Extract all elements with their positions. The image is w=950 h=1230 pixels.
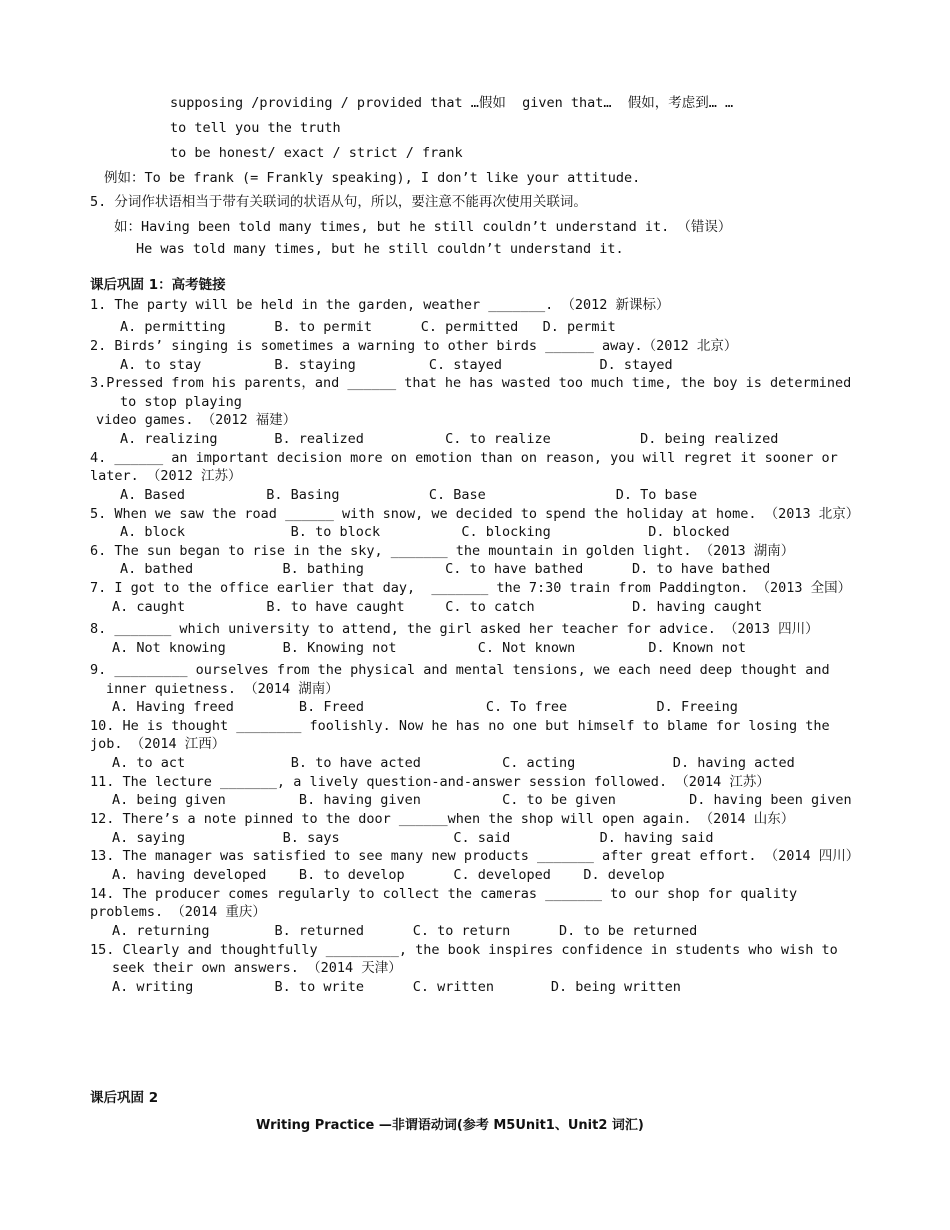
question: 1. The party will be held in the garden, weather _______. （2012 新课标） (90, 297, 670, 313)
intro-line: He was told many times, but he still couldn’t understand it. (136, 241, 624, 257)
question-cont: later. （2012 江苏） (90, 468, 242, 484)
options: A. permitting B. to permit C. permitted D. permit (120, 319, 616, 335)
question: 12. There’s a note pinned to the door ______when the shop will open again. （2014 山东） (90, 811, 795, 827)
options: A. returning B. returned C. to return D. to be returned (112, 923, 698, 939)
question: 4. ______ an important decision more on emotion than on reason, you will regret it sooner or (90, 450, 838, 466)
options: A. to stay B. staying C. stayed D. stayed (120, 357, 673, 373)
options: A. caught B. to have caught C. to catch D. having caught (112, 599, 763, 615)
options: A. Based B. Basing C. Base D. To base (120, 487, 698, 503)
intro-line: supposing /providing / provided that …假如 given that… 假如，考虑到… … (170, 95, 734, 111)
question-cont: inner quietness. （2014 湖南） (106, 681, 339, 697)
options: A. being given B. having given C. to be given D. having been given (112, 792, 852, 808)
options: A. writing B. to write C. written D. being written (112, 979, 681, 995)
options: A. having developed B. to develop C. developed D. develop (112, 867, 665, 883)
question: 13. The manager was satisfied to see many new products _______ after great effort. （2014 四川） (90, 848, 860, 864)
question-cont: problems. （2014 重庆） (90, 904, 266, 920)
section-title: 课后巩固 2 (90, 1090, 159, 1106)
options: A. Not knowing B. Knowing not C. Not known D. Known not (112, 640, 746, 656)
question: 14. The producer comes regularly to collect the cameras _______ to our shop for quality (90, 886, 798, 902)
question-cont: seek their own answers. （2014 天津） (112, 960, 402, 976)
options: A. to act B. to have acted C. acting D. having acted (112, 755, 795, 771)
question-cont: video games. （2012 福建） (96, 412, 297, 428)
question: 6. The sun began to rise in the sky, _______ the mountain in golden light. （2013 湖南） (90, 543, 795, 559)
options: A. saying B. says C. said D. having said (112, 830, 714, 846)
options: A. block B. to block C. blocking D. blocked (120, 524, 730, 540)
question: 5. When we saw the road ______ with snow, we decided to spend the holiday at home. （2013 北京） (90, 506, 860, 522)
question: 2. Birds’ singing is sometimes a warning to other birds ______ away.（2012 北京） (90, 338, 738, 354)
question-cont: job. （2014 江西） (90, 736, 226, 752)
intro-line: to be honest/ exact / strict / frank (170, 145, 463, 161)
question: 10. He is thought ________ foolishly. Now he has no one but himself to blame for losing the (90, 718, 830, 734)
question-cont: to stop playing (120, 394, 242, 410)
question: 9. _________ ourselves from the physical and mental tensions, we each need deep thought and (90, 662, 830, 678)
section-subtitle: Writing Practice —非谓语动词(参考 M5Unit1、Unit2 词汇) (256, 1118, 644, 1133)
intro-line: to tell you the truth (170, 120, 341, 136)
intro-line: 5. 分词作状语相当于带有关联词的状语从句，所以，要注意不能再次使用关联词。 (90, 194, 587, 210)
intro-line: 如：Having been told many times, but he still couldn’t understand it. （错误） (114, 219, 732, 235)
options: A. realizing B. realized C. to realize D. being realized (120, 431, 779, 447)
options: A. bathed B. bathing C. to have bathed D. to have bathed (120, 561, 771, 577)
question: 15. Clearly and thoughtfully _________, the book inspires confidence in students who wish to (90, 942, 838, 958)
question: 7. I got to the office earlier that day, _______ the 7:30 train from Paddington. （2013 全国） (90, 580, 852, 596)
section-title: 课后巩固 1：高考链接 (90, 277, 226, 293)
question: 8. _______ which university to attend, the girl asked her teacher for advice. （2013 四川） (90, 621, 819, 637)
intro-line: 例如：To be frank (= Frankly speaking), I don’t like your attitude. (104, 170, 641, 186)
options: A. Having freed B. Freed C. To free D. Freeing (112, 699, 738, 715)
question: 11. The lecture _______, a lively question-and-answer session followed. （2014 江苏） (90, 774, 770, 790)
question: 3.Pressed from his parents，and ______ that he has wasted too much time, the boy is determined (90, 375, 852, 391)
